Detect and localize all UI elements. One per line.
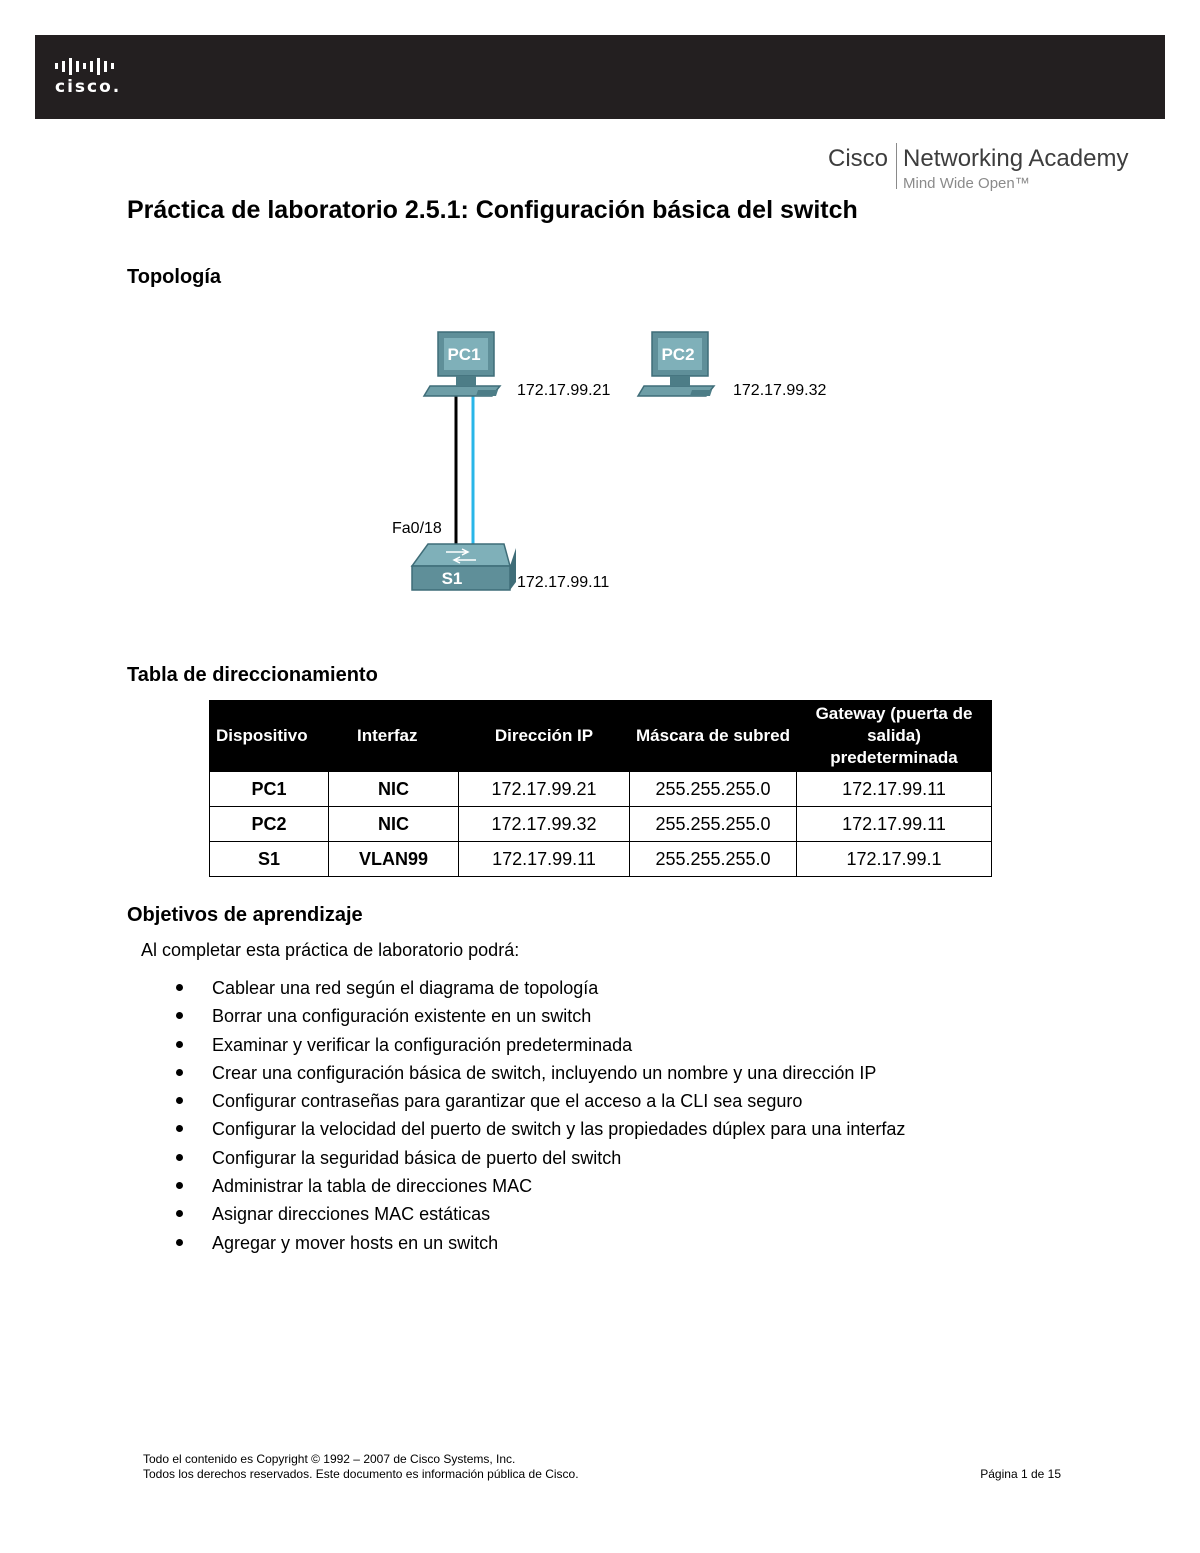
academy-tagline: Mind Wide Open™ <box>903 175 1030 192</box>
cell-mask: 255.255.255.0 <box>630 842 797 877</box>
list-item <box>172 1087 905 1115</box>
s1-label: S1 <box>441 569 463 588</box>
topology-svg <box>380 320 860 610</box>
topology-heading: Topología <box>127 266 222 288</box>
pc1-label: PC1 <box>447 345 481 364</box>
bullet-icon <box>176 1041 183 1048</box>
cell-mask: 255.255.255.0 <box>630 772 797 807</box>
col-header-mask: Máscara de subred <box>630 701 797 772</box>
networking-academy-logo <box>828 143 1128 197</box>
objective-text: Configurar la seguridad básica de puerto del switch <box>212 1147 622 1168</box>
objective-text: Cablear una red según el diagrama de topología <box>212 978 599 998</box>
pc2-computer-icon <box>638 332 714 396</box>
objectives-list <box>172 974 905 1257</box>
objective-text: Borrar una configuración existente en un switch <box>212 1006 592 1027</box>
objective-text: Agregar y mover hosts en un switch <box>212 1232 499 1253</box>
list-item <box>172 974 905 1002</box>
objective-text: Examinar y verificar la configuración predeterminada <box>212 1034 633 1055</box>
cell-device: S1 <box>210 842 329 877</box>
list-item <box>172 1031 905 1059</box>
bullet-icon <box>176 1154 183 1161</box>
cisco-logo-bars-icon <box>55 57 135 75</box>
cell-ip: 172.17.99.11 <box>459 842 630 877</box>
bullet-icon <box>176 1182 183 1189</box>
cisco-logo <box>55 57 135 101</box>
col-header-device: Dispositivo <box>210 701 329 772</box>
academy-name: Networking Academy <box>903 145 1129 172</box>
pc1-computer-icon <box>424 332 500 396</box>
bullet-icon <box>176 1239 183 1246</box>
table-row <box>210 842 992 877</box>
cell-ip: 172.17.99.32 <box>459 807 630 842</box>
port-label: Fa0/18 <box>392 520 442 537</box>
cell-gateway: 172.17.99.1 <box>797 842 992 877</box>
table-row <box>210 807 992 842</box>
pc2-ip: 172.17.99.32 <box>733 382 827 399</box>
bullet-icon <box>176 1210 183 1217</box>
col-header-gateway: Gateway (puerta de salida) predeterminada <box>797 701 992 772</box>
col-header-interface: Interfaz <box>329 701 459 772</box>
list-item <box>172 1059 905 1087</box>
bullet-icon <box>176 1069 183 1076</box>
topology-diagram <box>380 320 860 610</box>
cell-interface: NIC <box>329 807 459 842</box>
objective-text: Administrar la tabla de direcciones MAC <box>212 1176 533 1197</box>
cell-gateway: 172.17.99.11 <box>797 772 992 807</box>
cell-device: PC1 <box>210 772 329 807</box>
objective-text: Asignar direcciones MAC estáticas <box>212 1204 491 1225</box>
cell-gateway: 172.17.99.11 <box>797 807 992 842</box>
addressing-heading: Tabla de direccionamiento <box>127 664 378 686</box>
list-item <box>172 1115 905 1143</box>
bullet-icon <box>176 984 183 991</box>
list-item <box>172 1200 905 1228</box>
academy-brand: Cisco <box>828 145 889 172</box>
page-footer <box>143 1452 1061 1482</box>
bullet-icon <box>176 1012 183 1019</box>
col-header-ip: Dirección IP <box>459 701 630 772</box>
cell-mask: 255.255.255.0 <box>630 807 797 842</box>
s1-switch-icon <box>412 544 516 590</box>
addressing-table <box>209 700 992 877</box>
s1-ip: 172.17.99.11 <box>517 574 610 591</box>
table-row <box>210 772 992 807</box>
cell-device: PC2 <box>210 807 329 842</box>
list-item <box>172 1002 905 1030</box>
table-header-row <box>210 701 992 772</box>
list-item <box>172 1172 905 1200</box>
pc1-ip: 172.17.99.21 <box>517 382 611 399</box>
page-title: Práctica de laboratorio 2.5.1: Configuración básica del switch <box>127 196 858 224</box>
cell-ip: 172.17.99.21 <box>459 772 630 807</box>
bullet-icon <box>176 1097 183 1104</box>
list-item <box>172 1144 905 1172</box>
cisco-logo-text: cisco. <box>55 77 122 97</box>
objectives-heading: Objetivos de aprendizaje <box>127 904 363 926</box>
pc2-label: PC2 <box>661 345 695 364</box>
header-banner <box>35 35 1165 119</box>
cell-interface: VLAN99 <box>329 842 459 877</box>
objective-text: Configurar contraseñas para garantizar que el acceso a la CLI sea seguro <box>212 1091 803 1112</box>
cell-interface: NIC <box>329 772 459 807</box>
list-item <box>172 1229 905 1257</box>
footer-copyright: Todo el contenido es Copyright © 1992 – 2007 de Cisco Systems, Inc. <box>143 1452 516 1466</box>
page-number: Página 1 de 15 <box>980 1467 1061 1481</box>
objectives-intro: Al completar esta práctica de laboratorio podrá: <box>141 940 520 960</box>
objective-text: Configurar la velocidad del puerto de switch y las propiedades dúplex para una interfaz <box>212 1119 906 1140</box>
objective-text: Crear una configuración básica de switch, incluyendo un nombre y una dirección IP <box>212 1062 877 1083</box>
bullet-icon <box>176 1125 183 1132</box>
footer-rights: Todos los derechos reservados. Este documento es información pública de Cisco. <box>143 1467 579 1481</box>
